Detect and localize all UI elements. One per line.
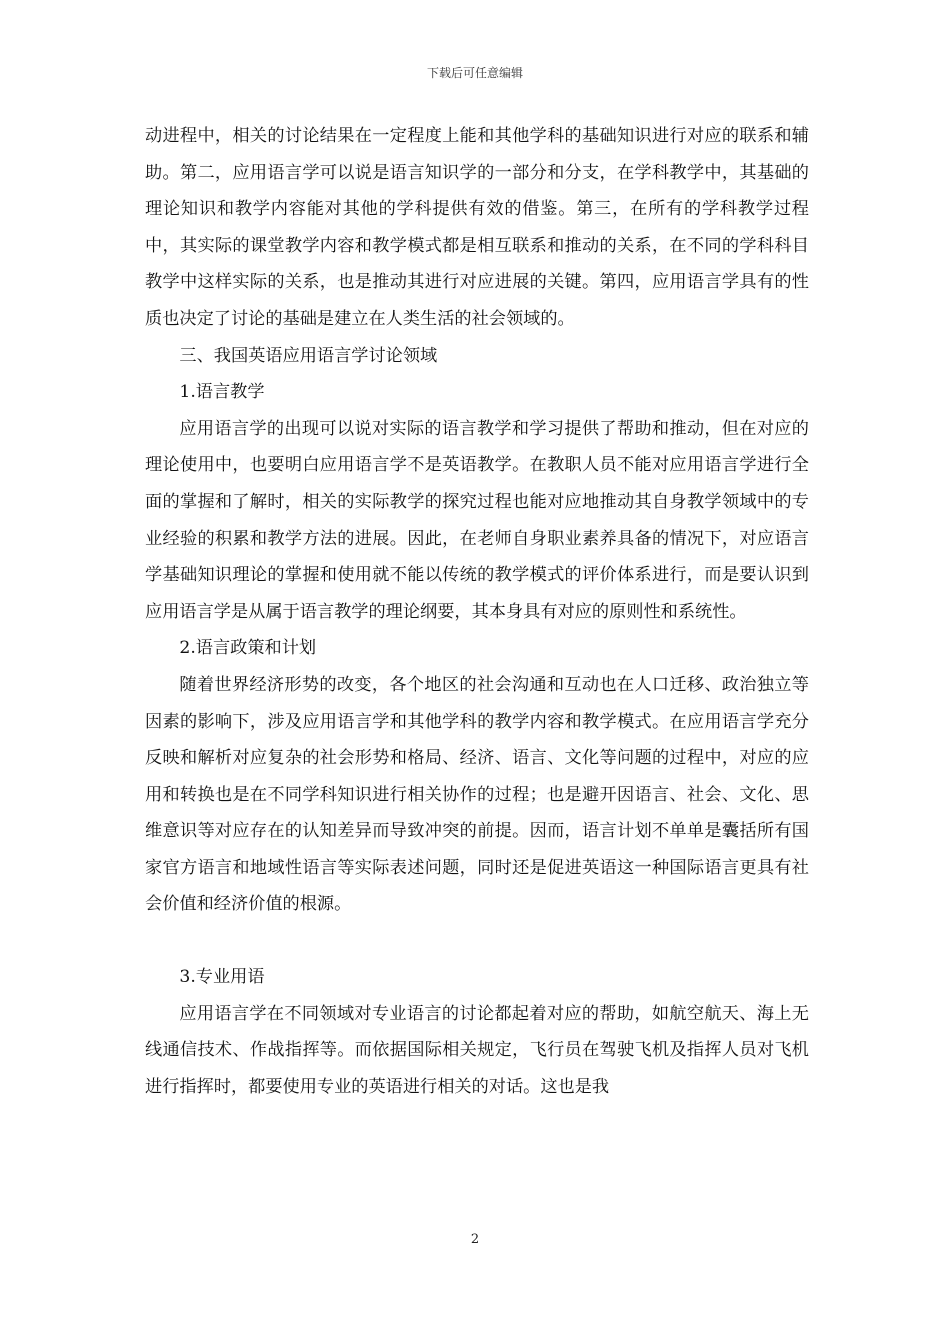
paragraph-professional-terms: 应用语言学在不同领域对专业语言的讨论都起着对应的帮助，如航空航天、海上无线通信技术、作战指挥等。而依据国际相关规定，飞行员在驾驶飞机及指挥人员对飞机进行指挥时，都要使用专业的英语进行相关的对话。这也是我 — [145, 1003, 809, 1097]
paragraph-intro: 动进程中，相关的讨论结果在一定程度上能和其他学科的基础知识进行对应的联系和辅助。第二，应用语言学可以说是语言知识学的一部分和分支，在学科教学中，其基础的理论知识和教学内容能对其他的学科提供有效的借鉴。第三，在所有的学科教学过程中，其实际的课堂教学内容和教学模式都是相互联系和推动的关系，在不同的学科科目教学中这样实际的关系，也是推动其进行对应进展的关键。第四，应用语言学具有的性质也决定了讨论的基础是建立在人类生活的社会领域的。 — [145, 126, 809, 329]
blank-line — [145, 923, 809, 959]
section-heading: 三、我国英语应用语言学讨论领域 — [179, 345, 438, 366]
paragraph-language-teaching: 应用语言学的出现可以说对实际的语言教学和学习提供了帮助和推动，但在对应的理论使用中，也要明白应用语言学不是英语教学。在教职人员不能对应用语言学进行全面的掌握和了解时，相关的实际教学的探究过程也能对应地推动其自身教学领域中的专业经验的积累和教学方法的进展。因此，在老师自身职业素养具备的情况下，对应语言学基础知识理论的掌握和使用就不能以传统的教学模式的评价体系进行，而是要认识到应用语言学是从属于语言教学的理论纲要，其本身具有对应的原则性和系统性。 — [145, 418, 809, 622]
subsection-heading-language-policy: 2.语言政策和计划 — [179, 638, 317, 659]
document-body — [145, 118, 809, 1105]
subsection-heading-language-teaching: 1.语言教学 — [179, 382, 265, 403]
page-header: 下载后可任意编辑 — [426, 66, 523, 80]
paragraph-language-policy: 随着世界经济形势的改变，各个地区的社会沟通和互动也在人口迁移、政治独立等因素的影响下，涉及应用语言学和其他学科的教学内容和教学模式。在应用语言学充分反映和解析对应复杂的社会形势和格局、经济、语言、文化等问题的过程中，对应的应用和转换也是在不同学科知识进行相关协作的过程；也是避开因语言、社会、文化、思维意识等对应存在的认知差异而导致冲突的前提。因而，语言计划不单单是囊括所有国家官方语言和地域性语言等实际表述问题，同时还是促进英语这一种国际语言更具有社会价值和经济价值的根源。 — [145, 674, 809, 915]
subsection-heading-professional-terms: 3.专业用语 — [179, 967, 265, 988]
page-number: 2 — [470, 1232, 480, 1247]
